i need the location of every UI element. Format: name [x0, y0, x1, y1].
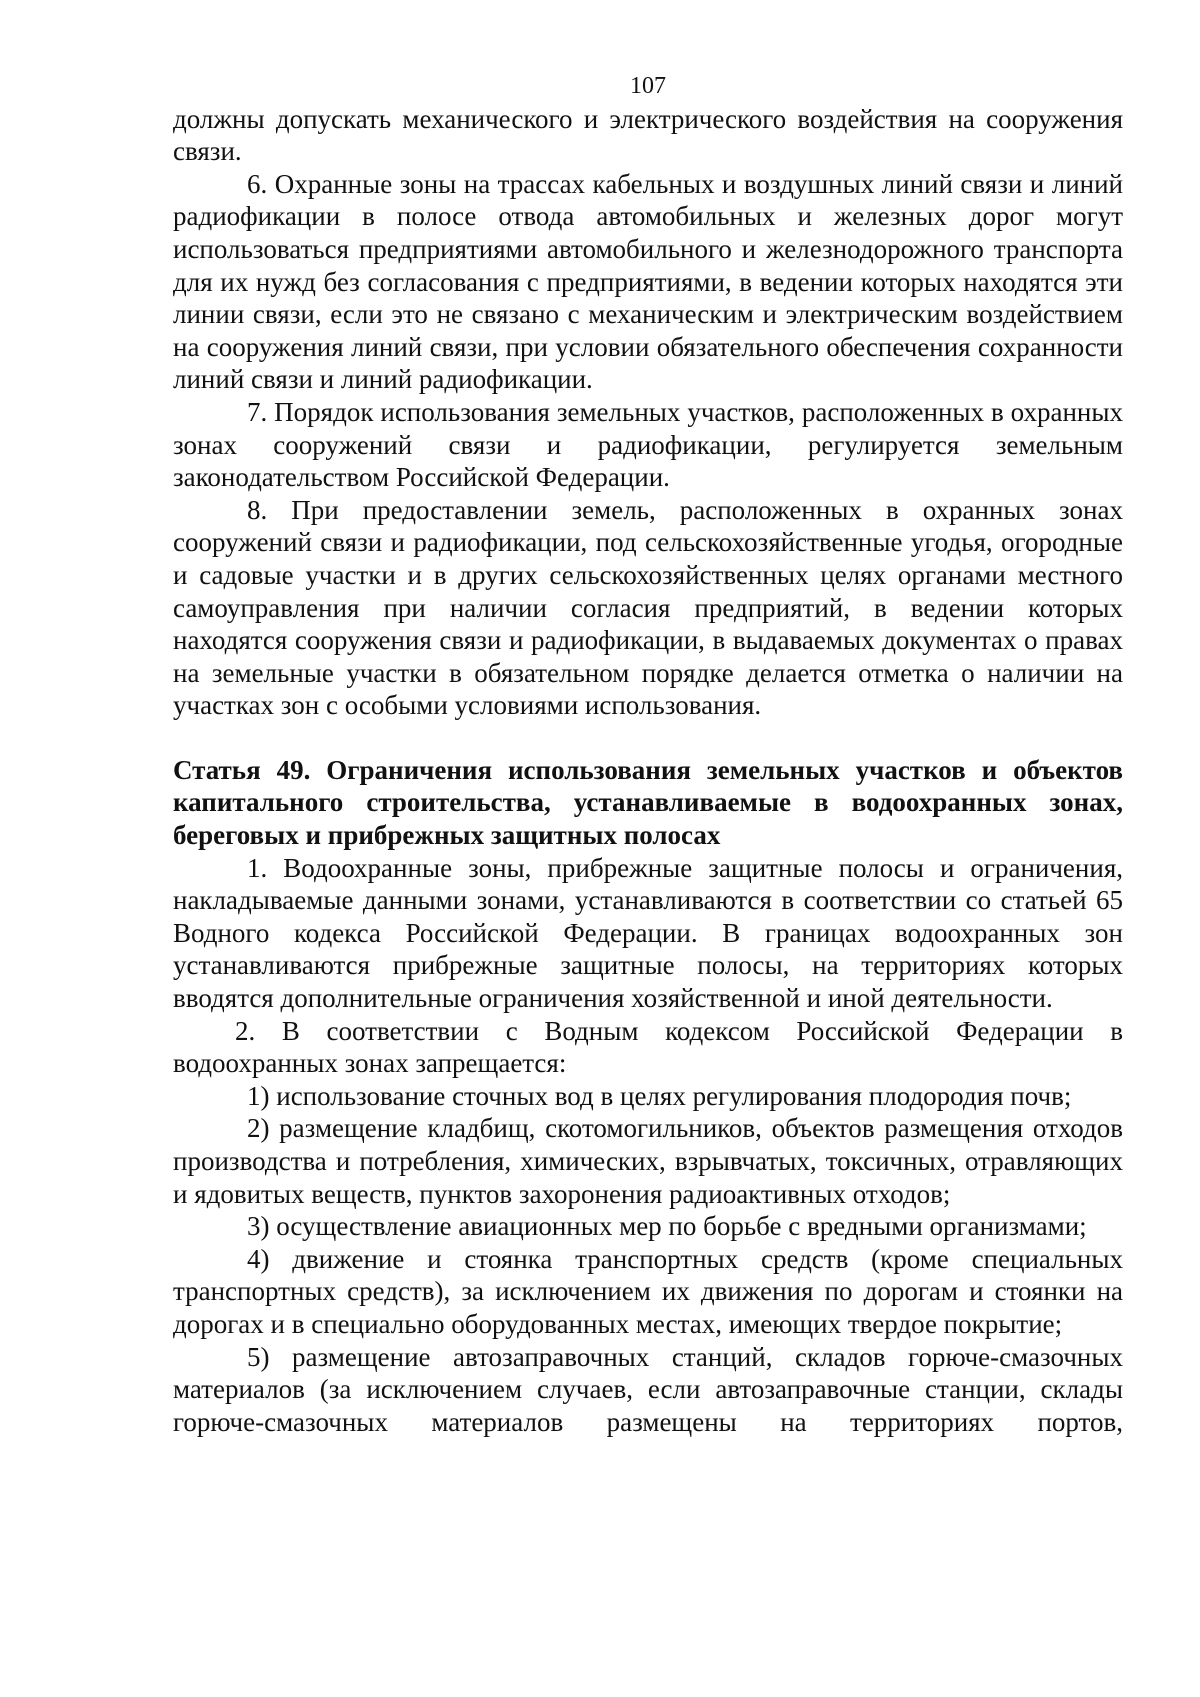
paragraph-item-7: 7. Порядок использования земельных участков, расположенных в охранных зонах сооружений связи и радиофикации, регулируется земельным законодательством Российской Федерации.	[173, 396, 1123, 493]
prohibition-item-5: 5) размещение автозаправочных станций, складов горюче-смазочных материалов (за исключением случаев, если автозаправочные станции, склады горюче-смазочных материалов размещены на территориях портов,	[173, 1341, 1123, 1437]
document-page	[173, 70, 1123, 1438]
prohibition-item-2: 2) размещение кладбищ, скотомогильников, объектов размещения отходов производства и потребления, химических, взрывчатых, токсичных, отравляющих и ядовитых веществ, пунктов захоронения радиоактивных отходов;	[173, 1113, 1123, 1209]
paragraph-continuation: должны допускать механического и электрического воздействия на сооружения связи.	[173, 103, 1123, 167]
article-49-item-1: 1. Водоохранные зоны, прибрежные защитные полосы и ограничения, накладываемые данными зонами, устанавливаются в соответствии со статьей 65 Водного кодекса Российской Федерации. В границах водоохранных зон устанавливаются прибрежные защитные полосы, на территориях которых вводятся дополнительные ограничения хозяйственной и иной деятельности.	[173, 852, 1123, 1014]
prohibition-item-3: 3) осуществление авиационных мер по борьбе с вредными организмами;	[247, 1211, 1087, 1242]
page-number: 107	[630, 73, 666, 99]
paragraph-item-8: 8. При предоставлении земель, расположенных в охранных зонах сооружений связи и радиофикации, под сельскохозяйственные угодья, огородные и садовые участки и в других сельскохозяйственных целях органами местного самоуправления при наличии согласия предприятий, в ведении которых находятся сооружения связи и радиофикации, в выдаваемых документах о правах на земельные участки в обязательном порядке делается отметка о наличии на участках зон с особыми условиями использования.	[173, 494, 1123, 721]
paragraph-item-6: 6. Охранные зоны на трассах кабельных и воздушных линий связи и линий радиофикации в полосе отвода автомобильных и железных дорог могут использоваться предприятиями автомобильного и железнодорожного транспорта для их нужд без согласования с предприятиями, в ведении которых находятся эти линии связи, если это не связано с механическим и электрическим воздействием на сооружения линий связи, при условии обязательного обеспечения сохранности линий связи и линий радиофикации.	[173, 168, 1123, 395]
prohibition-item-4: 4) движение и стоянка транспортных средств (кроме специальных транспортных средств), за исключением их движения по дорогам и стоянки на дорогах и в специально оборудованных местах, имеющих твердое покрытие;	[173, 1243, 1123, 1339]
section-gap	[173, 722, 1123, 754]
prohibition-item-1: 1) использование сточных вод в целях регулирования плодородия почв;	[247, 1080, 1072, 1111]
article-49-heading: Статья 49. Ограничения использования земельных участков и объектов капитального строительства, устанавливаемые в водоохранных зонах, береговых и прибрежных защитных полосах	[173, 754, 1123, 851]
article-49-item-2: 2. В соответствии с Водным кодексом Российской Федерации в водоохранных зонах запрещается:	[173, 1015, 1123, 1079]
